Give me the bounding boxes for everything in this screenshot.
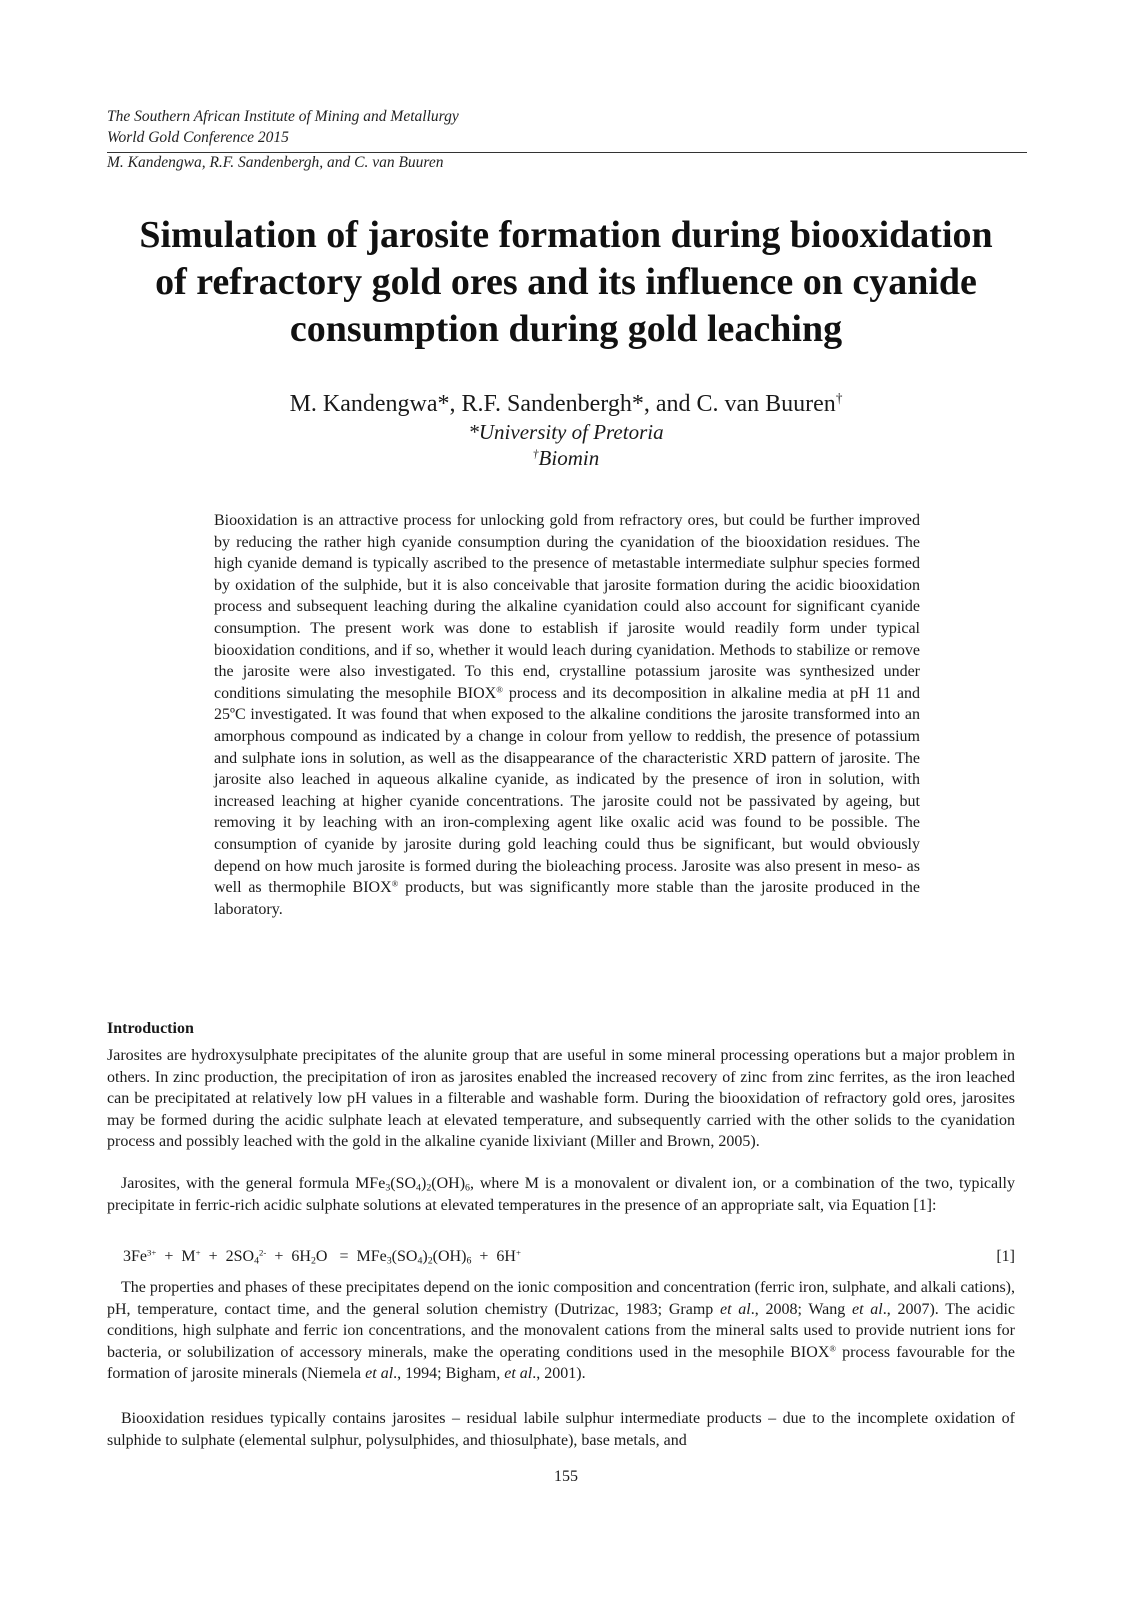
text-run: ) [421, 1175, 427, 1192]
subscript: 4 [254, 1255, 260, 1267]
eq-term: (OH) [432, 1248, 467, 1265]
title-line-3: consumption during gold leaching [289, 308, 843, 350]
text-run: (SO [390, 1175, 417, 1192]
page-number: 155 [554, 1468, 578, 1485]
superscript: + [515, 1247, 521, 1258]
title-line-1: Simulation of jarosite formation during biooxidation [139, 214, 993, 256]
text-run: ., 1994; Bigham, [393, 1365, 505, 1383]
eq-term: O = MFe [315, 1248, 387, 1265]
et-al: et al [504, 1365, 533, 1383]
text-run: , where M is a monovalent or divalent ion, or a combination of the two, typically precipitate in ferric-rich acidic sulphate solutions at elevated temperatures in the presence of an appropriate salt, via Equation [1]: [107, 1175, 1015, 1214]
abstract-text-2: process and its decomposition in alkaline media at pH 11 and 25ºC investigated. It was found that when exposed to the alkaline conditions the jarosite transformed into an amorphous compound as indicated by a change in colour from yellow to reddish, the presence of potassium and sulphate ions in solution, as well as the disappearance of the characteristic XRD pattern of jarosite. The jarosite also leached in aqueous alkaline cyanide, as indicated by the presence of iron in solution, with increased leaching at higher cyanide concentrations. The jarosite could not be passivated by ageing, but removing it by leaching with an iron-complexing agent like oxalic acid was found to be possible. The consumption of cyanide by jarosite during gold leaching could thus be significant, but would obviously depend on how much jarosite is formed during the bioleaching process. Jarosite was also present in meso- as well as thermophile BIOX [214, 684, 921, 897]
text-run: Jarosites, with the general formula MFe [121, 1175, 386, 1192]
subscript: 3 [386, 1255, 392, 1267]
section-heading-introduction: Introduction [107, 1020, 194, 1037]
et-al: et al [720, 1300, 751, 1318]
text-run: ., 2001). [532, 1365, 586, 1383]
text-run: The properties and phases of these precipitates depend on the ionic composition and concentration (ferric iron, sulphate, and alkali cations), pH, temperature, contact time, and the general solution chemistry (Dutrizac, 1983; Gramp [107, 1279, 1015, 1318]
author-list [90, 390, 1042, 418]
text-run: process favourable for the formation of jarosite minerals (Niemela [107, 1343, 1016, 1383]
equation-1 [123, 1246, 1015, 1268]
text-run: ., 2007). The acidic conditions, high sulphate and ferric ion concentrations, and the monovalent cations from the mineral salts used to provide nutrient ions for bacteria, or solubilization of accessory minerals, make the operating conditions used in the mesophile BIOX [107, 1300, 1016, 1361]
subscript: 2 [310, 1255, 316, 1267]
header-authors: M. Kandengwa, R.F. Sandenbergh, and C. van Buuren [107, 154, 444, 171]
eq-term: + 6H [471, 1248, 516, 1265]
subscript: 6 [466, 1255, 472, 1267]
eq-term: + 2SO [200, 1248, 255, 1265]
intro-paragraph-4: Biooxidation residues typically contains jarosites – residual labile sulphur intermediate products – due to the incomplete oxidation of sulphide to sulphate (elemental sulphur, polysulphides, and thiosulphate), base metals, and [107, 1410, 1015, 1449]
intro-paragraph-2 [107, 1173, 1015, 1216]
dagger-mark: † [532, 448, 539, 461]
affiliation-pretoria: *University of Pretoria [468, 420, 664, 444]
eq-term: ) [422, 1248, 428, 1265]
paper-title [90, 212, 1042, 353]
registered-mark: ® [391, 878, 399, 889]
affiliation-biomin [90, 445, 1042, 471]
intro-paragraph-3 [107, 1277, 1015, 1385]
et-al: et al [852, 1300, 883, 1318]
superscript: 3+ [147, 1247, 157, 1258]
text-run: ., 2008; Wang [750, 1300, 852, 1318]
eq-term: (SO [391, 1248, 418, 1265]
subscript: 2 [427, 1255, 433, 1267]
affiliation-biomin-name: Biomin [538, 446, 600, 470]
abstract-text-1: Biooxidation is an attractive process for unlocking gold from refractory ores, but could be further improved by reducing the rather high cyanide consumption during the cyanidation of the biooxidation residues. The high cyanide demand is typically ascribed to the presence of metastable intermediate sulphur species formed by oxidation of the sulphide, but it is also conceivable that jarosite formation during the acidic biooxidation process and subsequent leaching during the alkaline cyanidation could also account for significant cyanide consumption. The present work was done to establish if jarosite would readily form under typical biooxidation conditions, and if so, whether it would leach during cyanidation. Methods to stabilize or remove the jarosite were also investigated. To this end, crystalline potassium jarosite was synthesized under conditions simulating the mesophile BIOX [214, 512, 920, 702]
superscript: + [195, 1247, 201, 1258]
equation-number: [1] [996, 1248, 1015, 1265]
abstract [214, 510, 920, 920]
intro-paragraph-1: Jarosites are hydroxysulphate precipitates of the alunite group that are useful in some mineral processing operations but a major problem in others. In zinc production, the precipitation of iron as jarosites enabled the increased recovery of zinc from zinc ferrites, as the iron leached can be precipitated at relatively low pH values in a filterable and washable form. During the biooxidation of refractory gold ores, jarosites may be formed during the acidic sulphate leach at elevated temperature, and subsequently carried with the other solids to the cyanidation process and possibly leached with the gold in the alkaline cyanide lixiviant (Miller and Brown, 2005). [107, 1047, 1015, 1151]
et-al: et al [365, 1365, 394, 1383]
abstract-text-3: products, but was significantly more stable than the jarosite produced in the laboratory. [214, 879, 920, 918]
subscript: 2 [426, 1182, 432, 1194]
dagger-mark: † [835, 390, 843, 406]
header-institute: The Southern African Institute of Mining and Metallurgy [107, 108, 459, 125]
registered-mark: ® [496, 684, 503, 695]
subscript: 4 [417, 1255, 423, 1267]
running-header [107, 106, 1027, 148]
eq-term: 3Fe [123, 1248, 147, 1265]
title-line-2: of refractory gold ores and its influence on cyanide [155, 261, 977, 303]
eq-term: + M [156, 1248, 196, 1265]
author-names: M. Kandengwa*, R.F. Sandenbergh*, and C. van Buuren [289, 391, 836, 417]
text-run: (OH) [431, 1175, 466, 1192]
header-conference: World Gold Conference 2015 [107, 129, 289, 146]
subscript: 3 [385, 1182, 391, 1194]
subscript: 4 [416, 1182, 421, 1194]
subscript: 6 [465, 1182, 470, 1194]
eq-term: + 6H [266, 1248, 311, 1265]
superscript: 2- [259, 1247, 267, 1258]
registered-mark: ® [829, 1343, 837, 1354]
